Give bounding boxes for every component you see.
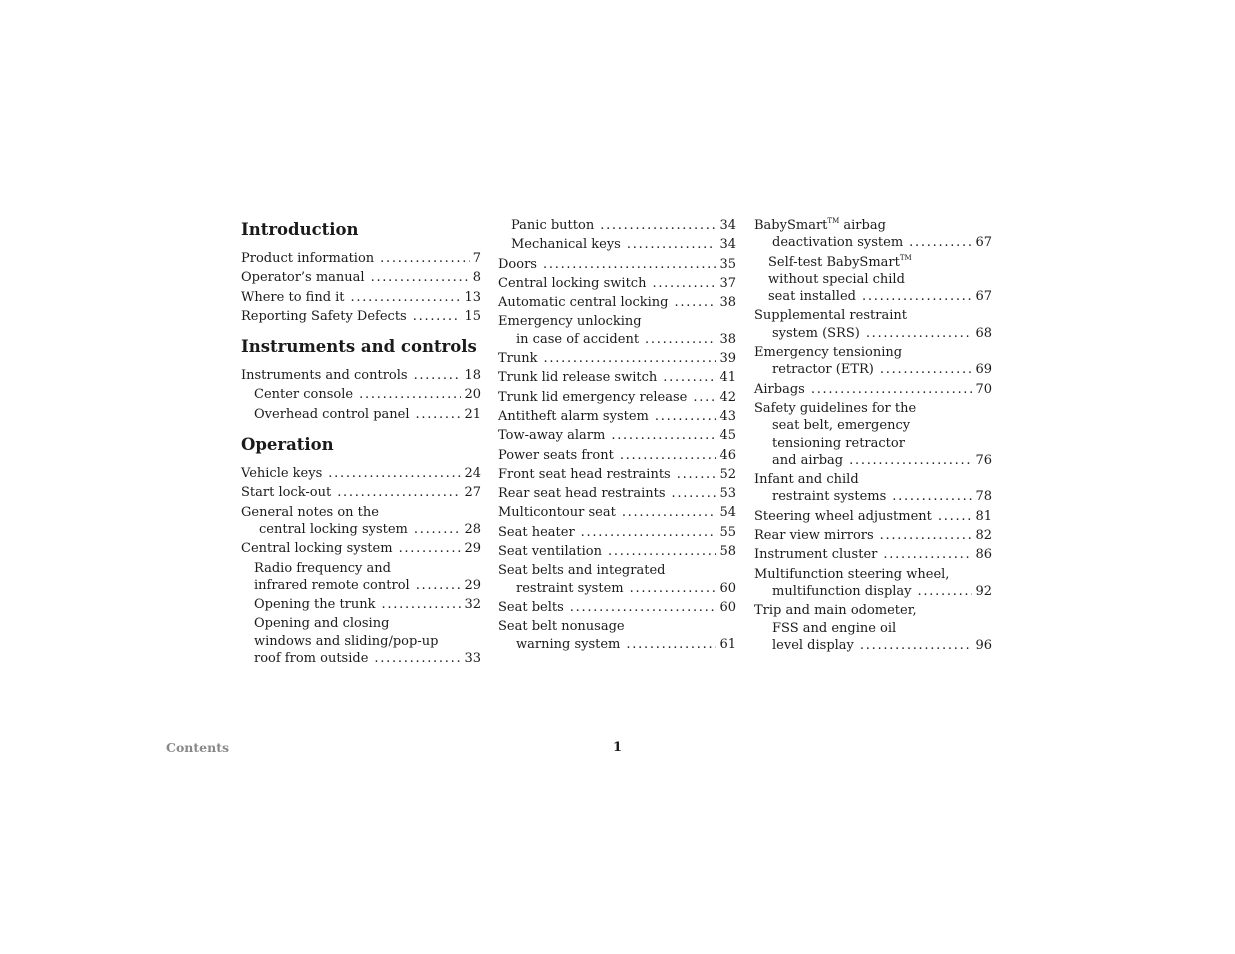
- entry-page-number: 39: [719, 351, 736, 367]
- entry-title: roof from outside: [254, 651, 369, 667]
- toc-line: [241, 504, 481, 521]
- entry-page-number: 78: [975, 489, 992, 505]
- dot-leader: [693, 389, 716, 406]
- dot-leader: [359, 386, 461, 403]
- toc-line: [768, 254, 992, 271]
- toc-line: [754, 527, 992, 544]
- entry-title: Tow-away alarm: [498, 428, 606, 444]
- entry-page-number: 34: [719, 237, 736, 253]
- entry-title: Opening the trunk: [254, 597, 376, 613]
- dot-leader: [416, 406, 462, 423]
- toc-line: [498, 485, 736, 502]
- toc-line: [241, 269, 481, 286]
- entry-title: seat belt, emergency: [772, 418, 911, 434]
- entry-page-number: 38: [719, 295, 736, 311]
- heading-spacer: [241, 358, 481, 367]
- entry-title: Start lock-out: [241, 485, 332, 501]
- entry-page-number: 18: [464, 368, 481, 384]
- toc-entry-antitheft-alarm-system[interactable]: [498, 408, 736, 425]
- dot-leader: [627, 236, 717, 253]
- toc-line: [498, 543, 736, 560]
- dot-leader: [413, 308, 462, 325]
- toc-entry-supplemental-restraint-system-srs[interactable]: [754, 307, 992, 342]
- toc-line: [754, 488, 992, 505]
- dot-leader: [611, 427, 716, 444]
- dot-leader: [620, 447, 717, 464]
- entry-title: central locking system: [259, 521, 408, 537]
- entry-title: in case of accident: [516, 331, 640, 347]
- entry-page-number: 67: [975, 235, 992, 251]
- entry-page-number: 76: [975, 452, 992, 468]
- entry-title: FSS and engine oil: [772, 620, 897, 636]
- entry-page-number: 45: [719, 428, 736, 444]
- toc-entry-product-information[interactable]: [241, 250, 481, 267]
- toc-entry-opening-and-closing-windows-and-sliding-pop-up-roof-from-outside[interactable]: [241, 615, 481, 667]
- dot-leader: [883, 546, 972, 563]
- entry-page-number: 35: [719, 256, 736, 272]
- entry-page-number: 34: [719, 218, 736, 233]
- entry-page-number: 8: [472, 270, 481, 286]
- dot-leader: [860, 637, 973, 654]
- toc-line: [754, 508, 992, 525]
- dot-leader: [880, 361, 973, 378]
- entry-page-number: 24: [464, 466, 481, 482]
- entry-title: Vehicle keys: [241, 466, 323, 482]
- entry-title: restraint systems: [772, 489, 887, 505]
- entry-title: Mechanical keys: [511, 237, 621, 253]
- entry-page-number: 7: [472, 251, 481, 266]
- toc-line: [498, 275, 736, 292]
- toc-entry-seat-belt-nonusage-warning-system[interactable]: [498, 618, 736, 653]
- entry-page-number: 53: [719, 486, 736, 502]
- toc-entry-vehicle-keys[interactable]: [241, 465, 481, 482]
- entry-title: Product information: [241, 251, 375, 266]
- toc-entry-doors[interactable]: [498, 256, 736, 273]
- entry-page-number: 28: [464, 521, 481, 537]
- entry-page-number: 37: [719, 275, 736, 291]
- toc-line: [498, 580, 736, 597]
- toc-line: [498, 256, 736, 273]
- toc-entry-central-locking-switch[interactable]: [498, 275, 736, 292]
- entry-title: Seat heater: [498, 524, 575, 540]
- entry-title: Trunk lid emergency release: [498, 389, 688, 405]
- entry-title: infrared remote control: [254, 577, 410, 593]
- dot-leader: [382, 596, 462, 613]
- dot-leader: [892, 488, 972, 505]
- toc-line: [498, 618, 736, 635]
- toc-line: [254, 406, 481, 423]
- toc-line: [498, 389, 736, 406]
- toc-line: [254, 577, 481, 594]
- dot-leader: [399, 540, 462, 557]
- entry-title: Airbags: [754, 381, 805, 397]
- entry-page-number: 58: [719, 544, 736, 560]
- toc-column-1: [241, 217, 481, 669]
- entry-page-number: 70: [975, 381, 992, 397]
- dot-leader: [622, 504, 717, 521]
- toc-line: [254, 560, 481, 577]
- toc-entry-front-seat-head-restraints[interactable]: [498, 466, 736, 483]
- toc-line: [754, 583, 992, 600]
- section-heading-introduction: Introduction: [241, 220, 359, 239]
- dot-leader: [600, 217, 716, 234]
- entry-page-number: 33: [464, 651, 481, 667]
- entry-title: multifunction display: [772, 583, 912, 599]
- toc-entry-center-console[interactable]: [241, 386, 481, 403]
- toc-line: [498, 331, 736, 348]
- toc-entry-trunk-lid-release-switch[interactable]: [498, 369, 736, 386]
- dot-leader: [414, 521, 462, 538]
- entry-title: Opening and closing: [254, 616, 390, 632]
- toc-line: [754, 546, 992, 563]
- toc-line: [498, 524, 736, 541]
- entry-page-number: 29: [464, 541, 481, 557]
- toc-entry-seat-ventilation[interactable]: [498, 543, 736, 560]
- toc-line: [754, 637, 992, 654]
- toc-entry-start-lock-out[interactable]: [241, 484, 481, 501]
- entry-page-number: 54: [719, 505, 736, 521]
- dot-leader: [380, 250, 470, 267]
- toc-entry-general-notes-on-the-central-locking-system[interactable]: [241, 504, 481, 539]
- entry-title-suffix: airbag: [839, 218, 886, 233]
- toc-entry-instruments-and-controls[interactable]: [241, 367, 481, 384]
- entry-title: Seat belt nonusage: [498, 619, 625, 635]
- toc-entry-infant-and-child-restraint-systems[interactable]: [754, 471, 992, 506]
- toc-line: [498, 294, 736, 311]
- toc-line: [241, 521, 481, 538]
- footer-section-label: Contents: [166, 740, 230, 755]
- toc-entry-self-test-babysmart-without-special-child-seat-installed[interactable]: [754, 254, 992, 306]
- entry-page-number: 42: [719, 389, 736, 405]
- toc-line: [754, 234, 992, 251]
- dot-leader: [414, 367, 462, 384]
- dot-leader: [811, 381, 973, 398]
- heading-spacer: [241, 456, 481, 465]
- entry-page-number: 52: [719, 466, 736, 482]
- toc-line: [498, 636, 736, 653]
- toc-entry-airbags[interactable]: [754, 381, 992, 398]
- toc-line: [511, 236, 736, 253]
- entry-page-number: 43: [719, 408, 736, 424]
- dot-leader: [645, 331, 716, 348]
- entry-page-number: 20: [464, 387, 481, 403]
- toc-entry-rear-view-mirrors[interactable]: [754, 527, 992, 544]
- toc-column-2: [498, 217, 736, 655]
- toc-entry-trip-and-main-odometer-fss-and-engine-oil-level-display[interactable]: [754, 602, 992, 654]
- entry-page-number: 38: [719, 331, 736, 347]
- entry-title: Rear seat head restraints: [498, 486, 666, 502]
- dot-leader: [918, 583, 973, 600]
- toc-entry-overhead-control-panel[interactable]: [241, 406, 481, 423]
- heading-spacer: [241, 241, 481, 250]
- toc-entry-trunk-lid-emergency-release[interactable]: [498, 389, 736, 406]
- dot-leader: [374, 650, 461, 667]
- entry-title: Reporting Safety Defects: [241, 308, 407, 324]
- toc-entry-tow-away-alarm[interactable]: [498, 427, 736, 444]
- toc-entry-opening-the-trunk[interactable]: [241, 596, 481, 613]
- toc-entry-power-seats-front[interactable]: [498, 447, 736, 464]
- entry-page-number: 96: [975, 637, 992, 653]
- entry-title: seat installed: [768, 289, 856, 305]
- toc-line: [241, 308, 481, 325]
- entry-page-number: 68: [975, 325, 992, 341]
- entry-title: Instrument cluster: [754, 547, 878, 563]
- toc-line: [241, 289, 481, 306]
- toc-entry-panic-button[interactable]: [498, 217, 736, 234]
- dot-leader: [371, 269, 470, 286]
- dot-leader: [663, 369, 716, 386]
- entry-title: General notes on the: [241, 504, 379, 520]
- dot-leader: [880, 527, 973, 544]
- toc-entry-seat-belts[interactable]: [498, 599, 736, 616]
- entry-title: Rear view mirrors: [754, 528, 874, 544]
- entry-title: Infant and child: [754, 472, 859, 488]
- toc-line: [254, 615, 481, 632]
- dot-leader: [351, 289, 462, 306]
- entry-page-number: 86: [975, 547, 992, 563]
- toc-line: [254, 633, 481, 650]
- toc-line: [754, 325, 992, 342]
- entry-title: Instruments and controls: [241, 368, 408, 384]
- toc-line: [754, 361, 992, 378]
- entry-title: Self-test BabySmart: [768, 254, 900, 270]
- entry-page-number: 82: [975, 528, 992, 544]
- toc-entry-instrument-cluster[interactable]: [754, 546, 992, 563]
- toc-line: [254, 650, 481, 667]
- toc-entry-mechanical-keys[interactable]: [498, 236, 736, 253]
- dot-leader: [909, 234, 972, 251]
- entry-title: Seat ventilation: [498, 544, 602, 560]
- entry-title: Steering wheel adjustment: [754, 508, 932, 524]
- toc-line: [241, 367, 481, 384]
- entry-page-number: 46: [719, 447, 736, 463]
- toc-line: [511, 217, 736, 234]
- dot-leader: [544, 350, 717, 367]
- entry-page-number: 27: [464, 485, 481, 501]
- toc-entry-where-to-find-it[interactable]: [241, 289, 481, 306]
- entry-page-number: 60: [719, 599, 736, 615]
- toc-entry-multifunction-steering-wheel-multifunction-display[interactable]: [754, 566, 992, 601]
- entry-title: Seat belts: [498, 599, 564, 615]
- entry-title: retractor (ETR): [772, 362, 874, 378]
- entry-title: deactivation system: [772, 235, 904, 251]
- entry-title: Trunk lid release switch: [498, 370, 658, 386]
- dot-leader: [416, 577, 462, 594]
- entry-title: Front seat head restraints: [498, 466, 671, 482]
- dot-leader: [652, 275, 716, 292]
- entry-page-number: 15: [464, 308, 481, 324]
- toc-entry-operator-s-manual[interactable]: [241, 269, 481, 286]
- entry-page-number: 92: [975, 583, 992, 599]
- toc-line: [498, 466, 736, 483]
- toc-line: [768, 288, 992, 305]
- dot-leader: [570, 599, 717, 616]
- entry-title: system (SRS): [772, 325, 860, 341]
- dot-leader: [655, 408, 717, 425]
- toc-line: [254, 596, 481, 613]
- entry-page-number: 32: [464, 597, 481, 613]
- entry-title: and airbag: [772, 452, 844, 468]
- entry-title: Emergency unlocking: [498, 314, 642, 330]
- toc-line: [498, 504, 736, 521]
- entry-page-number: 13: [464, 289, 481, 305]
- toc-entry-radio-frequency-and-infrared-remote-control[interactable]: [241, 560, 481, 595]
- entry-title: Trunk: [498, 351, 538, 367]
- toc-line: [754, 452, 992, 469]
- dot-leader: [337, 484, 461, 501]
- dot-leader: [626, 636, 716, 653]
- entry-page-number: 55: [719, 524, 736, 540]
- toc-entry-seat-heater[interactable]: [498, 524, 736, 541]
- toc-column-3: [754, 217, 992, 656]
- toc-line: [754, 417, 992, 434]
- entry-title: Supplemental restraint: [754, 308, 907, 324]
- entry-title: Trip and main odometer,: [754, 603, 917, 619]
- entry-title: Power seats front: [498, 447, 614, 463]
- toc-entry-reporting-safety-defects[interactable]: [241, 308, 481, 325]
- dot-leader: [672, 485, 717, 502]
- entry-title: without special child: [768, 271, 905, 287]
- entry-title: Seat belts and integrated: [498, 563, 666, 579]
- dot-leader: [608, 543, 716, 560]
- entry-title: warning system: [516, 636, 621, 652]
- toc-entry-trunk[interactable]: [498, 350, 736, 367]
- toc-line: [754, 400, 992, 417]
- entry-title: Radio frequency and: [254, 560, 391, 576]
- toc-line: [754, 602, 992, 619]
- toc-line: [498, 350, 736, 367]
- toc-line: [241, 484, 481, 501]
- toc-line: [754, 217, 992, 234]
- dot-leader: [849, 452, 972, 469]
- trademark-mark: TM: [827, 217, 840, 225]
- entry-page-number: 61: [719, 636, 736, 652]
- entry-title: BabySmart: [754, 218, 828, 233]
- entry-title: Emergency tensioning: [754, 345, 903, 361]
- toc-line: [754, 435, 992, 452]
- toc-entry-emergency-tensioning-retractor-etr[interactable]: [754, 344, 992, 379]
- toc-entry-automatic-central-locking[interactable]: [498, 294, 736, 311]
- entry-title: Overhead control panel: [254, 406, 410, 422]
- entry-page-number: 60: [719, 580, 736, 596]
- entry-page-number: 81: [975, 508, 992, 524]
- entry-title: Doors: [498, 256, 537, 272]
- toc-line: [498, 427, 736, 444]
- entry-title: restraint system: [516, 580, 624, 596]
- toc-line: [498, 447, 736, 464]
- entry-title: Antitheft alarm system: [498, 408, 649, 424]
- toc-line: [498, 599, 736, 616]
- dot-leader: [328, 465, 461, 482]
- toc-line: [498, 408, 736, 425]
- entry-title: Where to find it: [241, 289, 345, 305]
- toc-line: [754, 344, 992, 361]
- entry-title: Multicontour seat: [498, 505, 616, 521]
- entry-title: tensioning retractor: [772, 435, 905, 451]
- entry-title: Center console: [254, 387, 354, 403]
- toc-entry-seat-belts-and-integrated-restraint-system[interactable]: [498, 562, 736, 597]
- dot-leader: [866, 325, 973, 342]
- toc-line: [254, 386, 481, 403]
- toc-line: [754, 620, 992, 637]
- entry-page-number: 41: [719, 370, 736, 386]
- toc-entry-babysmart-deactivation-system[interactable]: [754, 217, 992, 252]
- entry-title: level display: [772, 637, 854, 653]
- toc-entry-central-locking-system[interactable]: [241, 540, 481, 557]
- toc-line: [498, 369, 736, 386]
- entry-page-number: 29: [464, 577, 481, 593]
- toc-line: [754, 566, 992, 583]
- toc-line: [754, 471, 992, 488]
- toc-line: [241, 465, 481, 482]
- dot-leader: [630, 580, 717, 597]
- entry-title: Automatic central locking: [498, 295, 669, 311]
- toc-entry-safety-guidelines-for-the-seat-belt-emergency-tensioning-retractor-and-airbag[interactable]: [754, 400, 992, 469]
- toc-entry-steering-wheel-adjustment[interactable]: [754, 508, 992, 525]
- toc-line: [754, 307, 992, 324]
- dot-leader: [675, 294, 717, 311]
- section-heading-operation: Operation: [241, 435, 334, 455]
- toc-line: [498, 313, 736, 330]
- page-number: 1: [613, 740, 623, 755]
- toc-line: [754, 381, 992, 398]
- toc-entry-rear-seat-head-restraints[interactable]: [498, 485, 736, 502]
- entry-title: windows and sliding/pop-up: [254, 633, 439, 649]
- dot-leader: [581, 524, 717, 541]
- toc-entry-multicontour-seat[interactable]: [498, 504, 736, 521]
- toc-entry-emergency-unlocking-in-case-of-accident[interactable]: [498, 313, 736, 348]
- dot-leader: [677, 466, 717, 483]
- entry-title: Multifunction steering wheel,: [754, 566, 950, 582]
- entry-title: Central locking switch: [498, 275, 647, 291]
- entry-page-number: 67: [975, 289, 992, 305]
- entry-title: Central locking system: [241, 541, 393, 557]
- dot-leader: [938, 508, 973, 525]
- toc-line: [498, 562, 736, 579]
- entry-title: Operator’s manual: [241, 270, 365, 286]
- section-heading-instruments-and-controls: Instruments and controls: [241, 337, 477, 357]
- entry-page-number: 21: [464, 406, 481, 422]
- dot-leader: [543, 256, 716, 273]
- entry-page-number: 69: [975, 362, 992, 378]
- dot-leader: [862, 288, 972, 305]
- trademark-mark: TM: [899, 253, 912, 262]
- toc-line: [241, 250, 481, 267]
- toc-line: [241, 540, 481, 557]
- entry-title: Panic button: [511, 218, 595, 233]
- toc-line: [768, 271, 992, 288]
- entry-title: Safety guidelines for the: [754, 400, 917, 416]
